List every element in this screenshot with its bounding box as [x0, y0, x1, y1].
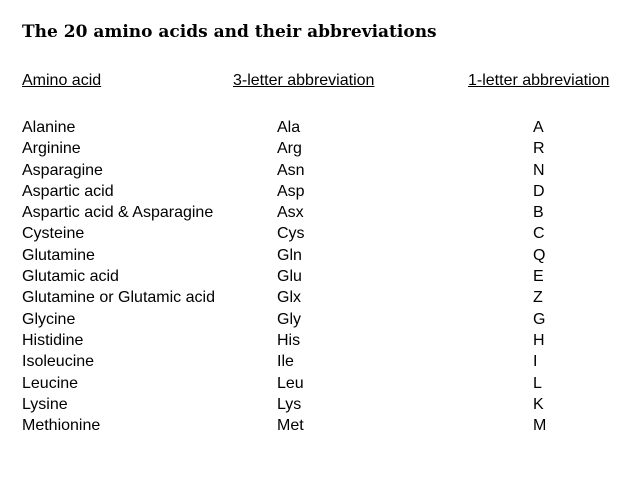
one-letter-code: M — [533, 417, 547, 435]
three-letter-code: Ala — [277, 119, 301, 136]
three-letter-code: Lys — [277, 395, 302, 413]
three-letter-code: Glx — [277, 289, 301, 307]
amino-acid-name: Glutamic acid — [22, 268, 119, 286]
one-letter-code: Z — [533, 289, 543, 307]
amino-acid-name: Leucine — [22, 374, 79, 392]
one-letter-code: B — [533, 204, 544, 222]
amino-acid-name: Aspartic acid & Asparagine — [22, 204, 214, 222]
table-row — [0, 138, 638, 159]
three-letter-code: His — [277, 331, 301, 349]
amino-acid-name: Glycine — [22, 310, 76, 328]
three-letter-code: Asx — [277, 204, 304, 222]
amino-acid-name: Glutamine or Glutamic acid — [22, 289, 215, 307]
amino-acid-name: Cysteine — [22, 225, 85, 243]
one-letter-code: I — [533, 353, 538, 371]
amino-acid-name: Glutamine — [22, 246, 95, 264]
amino-acid-name: Methionine — [22, 417, 101, 435]
one-letter-code: H — [533, 331, 545, 349]
amino-acid-name: Asparagine — [22, 161, 103, 179]
table-row — [0, 287, 638, 308]
table-row — [0, 309, 638, 330]
three-letter-code: Ile — [277, 353, 294, 371]
three-letter-code: Leu — [277, 374, 304, 392]
table-row — [0, 117, 638, 138]
table-row — [0, 245, 638, 266]
table-row — [0, 330, 638, 351]
table-row — [0, 415, 638, 436]
column-header-3-letter: 3-letter abbreviation — [233, 72, 375, 89]
one-letter-code: A — [533, 119, 544, 136]
table-row — [0, 160, 638, 181]
page-title: The 20 amino acids and their abbreviations — [22, 22, 437, 42]
one-letter-code: L — [533, 374, 542, 392]
three-letter-code: Met — [277, 417, 304, 435]
amino-acid-name: Histidine — [22, 331, 84, 349]
amino-acid-name: Arginine — [22, 140, 81, 158]
three-letter-code: Gln — [277, 246, 302, 264]
amino-acid-table — [0, 117, 638, 436]
three-letter-code: Arg — [277, 140, 302, 158]
three-letter-code: Gly — [277, 310, 301, 328]
one-letter-code: C — [533, 225, 545, 243]
one-letter-code: N — [533, 161, 545, 179]
one-letter-code: G — [533, 310, 546, 328]
three-letter-code: Glu — [277, 268, 302, 286]
column-header-amino-acid: Amino acid — [22, 72, 102, 89]
table-row — [0, 394, 638, 415]
table-row — [0, 373, 638, 394]
one-letter-code: R — [533, 140, 545, 158]
table-row — [0, 202, 638, 223]
amino-acid-name: Alanine — [22, 119, 76, 136]
one-letter-code: K — [533, 395, 544, 413]
table-row — [0, 181, 638, 202]
amino-acid-name: Isoleucine — [22, 353, 95, 371]
one-letter-code: E — [533, 268, 544, 286]
table-row — [0, 223, 638, 244]
one-letter-code: Q — [533, 246, 546, 264]
three-letter-code: Cys — [277, 225, 305, 243]
three-letter-code: Asn — [277, 161, 305, 179]
amino-acid-name: Aspartic acid — [22, 182, 114, 200]
table-row — [0, 266, 638, 287]
amino-acid-name: Lysine — [22, 395, 68, 413]
one-letter-code: D — [533, 182, 545, 200]
table-row — [0, 351, 638, 372]
three-letter-code: Asp — [277, 182, 305, 200]
column-header-1-letter: 1-letter abbreviation — [468, 72, 610, 89]
